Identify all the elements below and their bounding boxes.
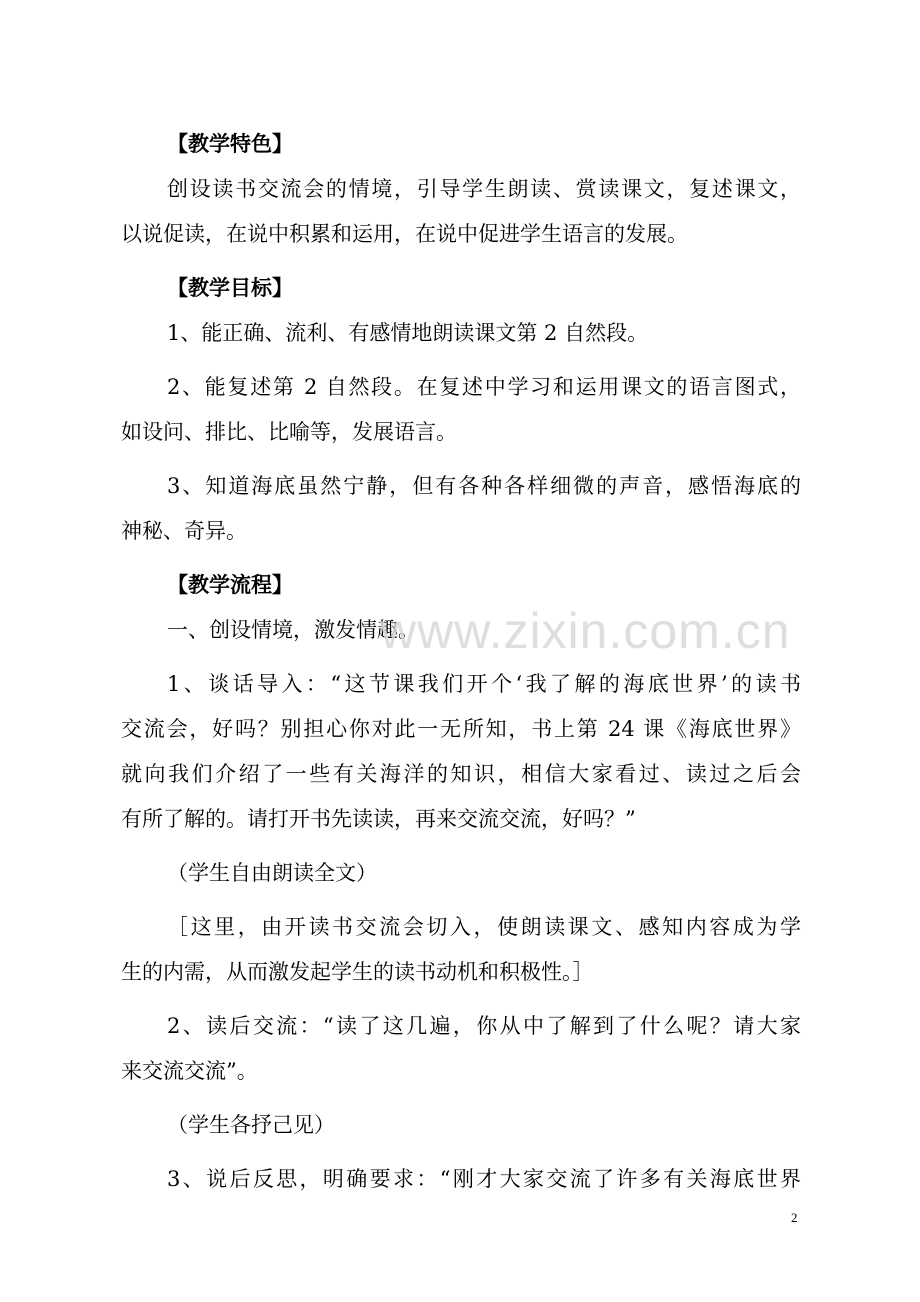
- heading-teaching-process: 【教学流程】: [167, 573, 293, 597]
- goal-item-2-cont: 如设问、排比、比喻等，发展语言。: [121, 420, 457, 444]
- process-item-1-cont: 就向我们介绍了一些有关海洋的知识，相信大家看过、读过之后会: [121, 762, 801, 786]
- goal-item-3: 3、知道海底虽然宁静，但有各种各样细微的声音，感悟海底的: [167, 474, 801, 498]
- process-item-2: 2、读后交流：“读了这几遍，你从中了解到了什么呢？请大家: [167, 1014, 801, 1038]
- process-item-1-cont: 有所了解的。请打开书先读读，再来交流交流，好吗？”: [121, 807, 636, 831]
- heading-teaching-features: 【教学特色】: [167, 132, 293, 156]
- comment-1: ［这里，由开读书交流会切入，使朗读课文、感知内容成为学: [167, 915, 801, 939]
- paragraph-line: 创设读书交流会的情境，引导学生朗读、赏读课文，复述课文，: [167, 177, 801, 201]
- paragraph-line: 以说促读，在说中积累和运用，在说中促进学生语言的发展。: [121, 222, 688, 246]
- process-item-2-cont: 来交流交流”。: [121, 1059, 258, 1083]
- heading-teaching-goals: 【教学目标】: [167, 276, 293, 300]
- process-item-1: 1、谈话导入：“这节课我们开个‘我了解的海底世界’的读书: [167, 672, 801, 696]
- page-number: 2: [791, 1210, 798, 1225]
- process-item-1-cont: 交流会，好吗？别担心你对此一无所知，书上第 24 课《海底世界》: [121, 717, 801, 741]
- page-content: [121, 122, 801, 1202]
- student-note-2: （学生各抒己见）: [167, 1113, 335, 1137]
- step-one: 一、创设情境，激发情趣。: [167, 618, 419, 642]
- goal-item-3-cont: 神秘、奇异。: [121, 519, 247, 543]
- process-item-3: 3、说后反思，明确要求：“刚才大家交流了许多有关海底世界: [167, 1167, 801, 1191]
- comment-1-cont: 生的内需，从而激发起学生的读书动机和积极性。］: [121, 960, 594, 984]
- goal-item-2: 2、能复述第 2 自然段。在复述中学习和运用课文的语言图式，: [167, 375, 801, 399]
- student-note-1: （学生自由朗读全文）: [167, 861, 377, 885]
- watermark: www.zixin.com.cn: [380, 603, 791, 659]
- goal-item-1: 1、能正确、流利、有感情地朗读课文第 2 自然段。: [167, 321, 649, 345]
